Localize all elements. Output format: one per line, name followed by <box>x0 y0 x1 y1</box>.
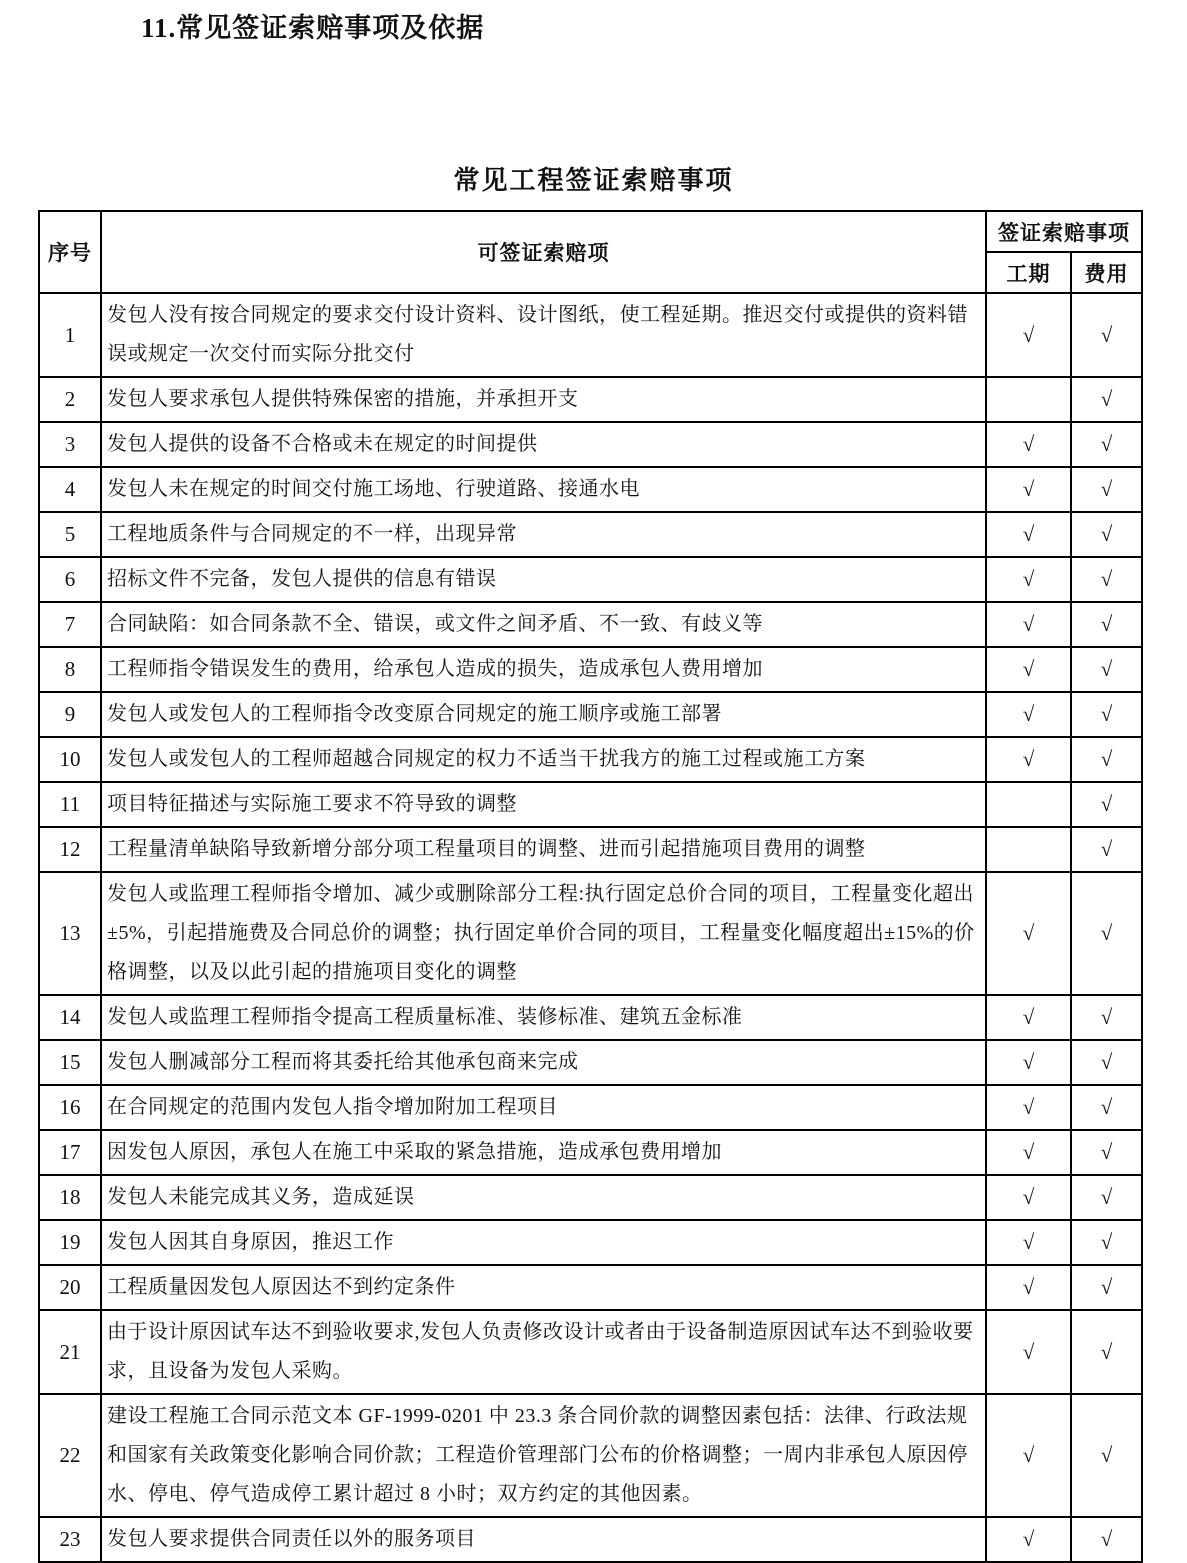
claim-item-cell: 发包人删减部分工程而将其委托给其他承包商来完成 <box>101 1040 986 1085</box>
cost-check-cell: √ <box>1071 1220 1142 1265</box>
row-number-cell: 14 <box>39 995 101 1040</box>
claim-item-cell: 由于设计原因试车达不到验收要求,发包人负责修改设计或者由于设备制造原因试车达不到验收要求，且设备为发包人采购。 <box>101 1310 986 1394</box>
cost-check-cell: √ <box>1071 377 1142 422</box>
claim-item-cell: 招标文件不完备，发包人提供的信息有错误 <box>101 557 986 602</box>
claim-item-cell: 发包人没有按合同规定的要求交付设计资料、设计图纸，使工程延期。推迟交付或提供的资料错误或规定一次交付而实际分批交付 <box>101 293 986 377</box>
table-row <box>39 1040 1142 1085</box>
row-number-cell: 20 <box>39 1265 101 1310</box>
claim-item-cell: 项目特征描述与实际施工要求不符导致的调整 <box>101 782 986 827</box>
duration-check-cell: √ <box>986 1130 1071 1175</box>
duration-check-cell: √ <box>986 422 1071 467</box>
duration-check-cell <box>986 377 1071 422</box>
claim-item-cell: 发包人未在规定的时间交付施工场地、行驶道路、接通水电 <box>101 467 986 512</box>
row-number-cell: 15 <box>39 1040 101 1085</box>
cost-check-cell: √ <box>1071 1040 1142 1085</box>
cost-check-cell: √ <box>1071 827 1142 872</box>
row-number-cell: 3 <box>39 422 101 467</box>
duration-check-cell: √ <box>986 557 1071 602</box>
duration-check-cell: √ <box>986 1220 1071 1265</box>
cost-check-cell: √ <box>1071 1517 1142 1562</box>
duration-check-cell: √ <box>986 1517 1071 1562</box>
claim-item-cell: 发包人要求承包人提供特殊保密的措施，并承担开支 <box>101 377 986 422</box>
col-header-group: 签证索赔事项 <box>986 211 1142 252</box>
claim-item-cell: 合同缺陷：如合同条款不全、错误，或文件之间矛盾、不一致、有歧义等 <box>101 602 986 647</box>
claim-item-cell: 发包人或发包人的工程师指令改变原合同规定的施工顺序或施工部署 <box>101 692 986 737</box>
cost-check-cell: √ <box>1071 1085 1142 1130</box>
duration-check-cell: √ <box>986 1085 1071 1130</box>
cost-check-cell: √ <box>1071 467 1142 512</box>
claim-item-cell: 因发包人原因，承包人在施工中采取的紧急措施，造成承包费用增加 <box>101 1130 986 1175</box>
cost-check-cell: √ <box>1071 512 1142 557</box>
row-number-cell: 7 <box>39 602 101 647</box>
claims-table <box>38 210 1143 1563</box>
cost-check-cell: √ <box>1071 1265 1142 1310</box>
cost-check-cell: √ <box>1071 293 1142 377</box>
claim-item-cell: 发包人或监理工程师指令增加、减少或删除部分工程:执行固定总价合同的项目，工程量变化超出±5%，引起措施费及合同总价的调整；执行固定单价合同的项目，工程量变化幅度超出±15%的价格调整，以及以此引起的措施项目变化的调整 <box>101 872 986 995</box>
cost-check-cell: √ <box>1071 1394 1142 1517</box>
table-row <box>39 293 1142 377</box>
row-number-cell: 5 <box>39 512 101 557</box>
table-row <box>39 1175 1142 1220</box>
cost-check-cell: √ <box>1071 422 1142 467</box>
table-row <box>39 782 1142 827</box>
row-number-cell: 10 <box>39 737 101 782</box>
table-header <box>39 211 1142 293</box>
duration-check-cell: √ <box>986 1265 1071 1310</box>
cost-check-cell: √ <box>1071 995 1142 1040</box>
duration-check-cell: √ <box>986 602 1071 647</box>
duration-check-cell: √ <box>986 1175 1071 1220</box>
row-number-cell: 21 <box>39 1310 101 1394</box>
claim-item-cell: 工程量清单缺陷导致新增分部分项工程量项目的调整、进而引起措施项目费用的调整 <box>101 827 986 872</box>
table-row <box>39 995 1142 1040</box>
duration-check-cell: √ <box>986 1394 1071 1517</box>
claim-item-cell: 建设工程施工合同示范文本 GF-1999-0201 中 23.3 条合同价款的调整因素包括：法律、行政法规和国家有关政策变化影响合同价款；工程造价管理部门公布的价格调整；一周内非承包人原因停水、停电、停气造成停工累计超过 8 小时；双方约定的其他因素。 <box>101 1394 986 1517</box>
table-row <box>39 1130 1142 1175</box>
row-number-cell: 18 <box>39 1175 101 1220</box>
row-number-cell: 16 <box>39 1085 101 1130</box>
table-row <box>39 1220 1142 1265</box>
cost-check-cell: √ <box>1071 737 1142 782</box>
table-row <box>39 512 1142 557</box>
header-row-top <box>39 211 1142 252</box>
row-number-cell: 13 <box>39 872 101 995</box>
duration-check-cell: √ <box>986 692 1071 737</box>
cost-check-cell: √ <box>1071 782 1142 827</box>
col-header-no: 序号 <box>39 211 101 293</box>
claim-item-cell: 发包人或监理工程师指令提高工程质量标准、装修标准、建筑五金标准 <box>101 995 986 1040</box>
duration-check-cell: √ <box>986 467 1071 512</box>
table-row <box>39 827 1142 872</box>
table-row <box>39 602 1142 647</box>
cost-check-cell: √ <box>1071 557 1142 602</box>
table-body <box>39 293 1142 1562</box>
duration-check-cell: √ <box>986 995 1071 1040</box>
claim-item-cell: 工程地质条件与合同规定的不一样，出现异常 <box>101 512 986 557</box>
table-row <box>39 1517 1142 1562</box>
section-heading: 11.常见签证索赔事项及依据 <box>141 13 485 43</box>
cost-check-cell: √ <box>1071 1310 1142 1394</box>
row-number-cell: 22 <box>39 1394 101 1517</box>
table-row <box>39 377 1142 422</box>
duration-check-cell: √ <box>986 647 1071 692</box>
duration-check-cell: √ <box>986 737 1071 782</box>
table-row <box>39 1265 1142 1310</box>
claim-item-cell: 发包人未能完成其义务，造成延误 <box>101 1175 986 1220</box>
table-row <box>39 1394 1142 1517</box>
claim-item-cell: 在合同规定的范围内发包人指令增加附加工程项目 <box>101 1085 986 1130</box>
row-number-cell: 17 <box>39 1130 101 1175</box>
row-number-cell: 9 <box>39 692 101 737</box>
cost-check-cell: √ <box>1071 647 1142 692</box>
cost-check-cell: √ <box>1071 872 1142 995</box>
cost-check-cell: √ <box>1071 1130 1142 1175</box>
claim-item-cell: 发包人因其自身原因，推迟工作 <box>101 1220 986 1265</box>
claim-item-cell: 发包人提供的设备不合格或未在规定的时间提供 <box>101 422 986 467</box>
row-number-cell: 2 <box>39 377 101 422</box>
row-number-cell: 23 <box>39 1517 101 1562</box>
row-number-cell: 12 <box>39 827 101 872</box>
claim-item-cell: 工程质量因发包人原因达不到约定条件 <box>101 1265 986 1310</box>
table-row <box>39 872 1142 995</box>
col-header-duration: 工期 <box>986 252 1071 293</box>
duration-check-cell: √ <box>986 293 1071 377</box>
row-number-cell: 4 <box>39 467 101 512</box>
table-row <box>39 647 1142 692</box>
duration-check-cell: √ <box>986 512 1071 557</box>
table-row <box>39 422 1142 467</box>
table-row <box>39 737 1142 782</box>
table-row <box>39 1310 1142 1394</box>
duration-check-cell: √ <box>986 1310 1071 1394</box>
row-number-cell: 19 <box>39 1220 101 1265</box>
duration-check-cell <box>986 827 1071 872</box>
duration-check-cell <box>986 782 1071 827</box>
claim-item-cell: 工程师指令错误发生的费用，给承包人造成的损失，造成承包人费用增加 <box>101 647 986 692</box>
claim-item-cell: 发包人要求提供合同责任以外的服务项目 <box>101 1517 986 1562</box>
duration-check-cell: √ <box>986 872 1071 995</box>
table-row <box>39 557 1142 602</box>
row-number-cell: 11 <box>39 782 101 827</box>
cost-check-cell: √ <box>1071 1175 1142 1220</box>
table-row <box>39 692 1142 737</box>
cost-check-cell: √ <box>1071 692 1142 737</box>
claim-item-cell: 发包人或发包人的工程师超越合同规定的权力不适当干扰我方的施工过程或施工方案 <box>101 737 986 782</box>
row-number-cell: 8 <box>39 647 101 692</box>
col-header-item: 可签证索赔项 <box>101 211 986 293</box>
cost-check-cell: √ <box>1071 602 1142 647</box>
table-row <box>39 467 1142 512</box>
col-header-cost: 费用 <box>1071 252 1142 293</box>
row-number-cell: 6 <box>39 557 101 602</box>
table-row <box>39 1085 1142 1130</box>
table-caption: 常见工程签证索赔事项 <box>453 166 734 195</box>
row-number-cell: 1 <box>39 293 101 377</box>
duration-check-cell: √ <box>986 1040 1071 1085</box>
